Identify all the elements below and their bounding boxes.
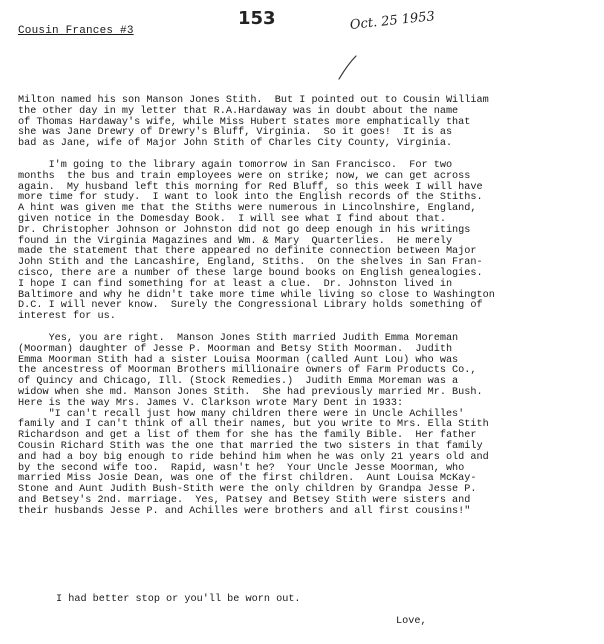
text-line: by the second wife too. Rapid, wasn't he? Your Uncle Jesse Moorman, who bbox=[18, 462, 465, 474]
letter-body bbox=[18, 96, 598, 528]
text-line: Dr. Christopher Johnson or Johnston did not go deep enough in his writings bbox=[18, 224, 471, 236]
signoff: Love, bbox=[396, 616, 427, 627]
text-line: I hope I can find something for at least a clue. Dr. Johnston lived in bbox=[18, 278, 453, 290]
text-line: widow when she md. Manson Jones Stith. She had previously married Mr. Bush. bbox=[18, 386, 483, 398]
text-line: D.C. I will never know. Surely the Congressional Library holds something of bbox=[18, 300, 483, 312]
text-line: Baltimore and why he didn't take more time while living so close to Washington bbox=[18, 289, 495, 301]
text-line: more time for study. I want to look into the English records of the Stiths. bbox=[18, 192, 483, 204]
text-line: interest for us. bbox=[18, 311, 116, 323]
text-line: Milton named his son Manson Jones Stith. But I pointed out to Cousin William bbox=[18, 95, 489, 106]
text-line: bad as Jane, wife of Major John Stith of Charles City County, Virginia. bbox=[18, 138, 453, 150]
text-line: Stone and Aunt Judith Bush-Stith were the only children by Grandpa Jesse P. bbox=[18, 484, 477, 496]
text-line: Richardson and get a list of them for she has the family Bible. Her father bbox=[18, 430, 477, 442]
text-line: she was Jane Drewry of Drewry's Bluff, Virginia. So it goes! It is as bbox=[18, 127, 453, 139]
text-line: of Thomas Hardaway's wife, while Miss Hubert states more emphatically that bbox=[18, 116, 471, 128]
text-line: and Betsey's 2nd. marriage. Yes, Patsey and Betsey Stith were sisters and bbox=[18, 494, 471, 506]
text-line: Here is the way Mrs. James V. Clarkson wrote Mary Dent in 1933: bbox=[18, 397, 404, 409]
text-line: (Moorman) daughter of Jesse P. Moorman and Betsy Stith Moorman. Judith bbox=[18, 343, 453, 355]
text-line: John Stith and the Lancashire, England, Stiths. On the shelves in San Fran- bbox=[18, 257, 483, 269]
paragraph bbox=[18, 161, 598, 323]
text-line: family and I can't think of all their names, but you write to Mrs. Ella Stith bbox=[18, 419, 489, 431]
text-line: made the statement that there appeared no definite connection between Major bbox=[18, 246, 477, 258]
text-line: married Miss Josie Dean, was one of the first children. Aunt Louisa McKay- bbox=[18, 473, 477, 485]
text-line: found in the Virginia Magazines and Wm. & Mary Quarterlies. He merely bbox=[18, 235, 453, 247]
text-line: Emma Moorman Stith had a sister Louisa Moorman (called Aunt Lou) who was bbox=[18, 354, 459, 366]
text-line: given notice in the Domesday Book. I will see what I find about that. bbox=[18, 213, 446, 225]
text-line: I'm going to the library again tomorrow in San Francisco. For two bbox=[18, 159, 453, 171]
text-line: cisco, there are a number of these large bound books on English genealogies. bbox=[18, 267, 483, 279]
text-line: A hint was given me that the Stiths were numerous in Lincolnshire, England, bbox=[18, 203, 477, 215]
text-line: and had a boy big enough to ride behind him when he was only 21 years old and bbox=[18, 451, 489, 463]
text-line: the ancestress of Moorman Brothers millionaire owners of Farm Products Co., bbox=[18, 365, 477, 377]
handwritten-date: Oct. 25 1953 bbox=[349, 9, 436, 33]
text-line: Yes, you are right. Manson Jones Stith married Judith Emma Moreman bbox=[18, 332, 459, 344]
text-line: their husbands Jesse P. and Achilles were brothers and all first cousins!" bbox=[18, 505, 471, 517]
paragraph bbox=[18, 96, 598, 150]
text-line: months the bus and train employees were on strike; now, we can get across bbox=[18, 170, 471, 182]
pen-stroke-mark bbox=[336, 54, 360, 82]
letter-title: Cousin Frances #3 bbox=[18, 25, 134, 37]
page-number: 153 bbox=[238, 8, 276, 29]
text-line: Cousin Richard Stith was the one that married the two sisters in that family bbox=[18, 440, 483, 452]
text-line: the other day in my letter that R.A.Hardaway was in doubt about the name bbox=[18, 105, 459, 117]
paragraph bbox=[18, 334, 598, 518]
text-line: of Quincy and Chicago, Ill. (Stock Remedies.) Judith Emma Moreman was a bbox=[18, 376, 459, 388]
text-line: "I can't recall just how many children there were in Uncle Achilles' bbox=[18, 408, 465, 420]
closing-line: I had better stop or you'll be worn out. bbox=[56, 594, 301, 605]
text-line: again. My husband left this morning for Red Bluff, so this week I will have bbox=[18, 181, 483, 193]
